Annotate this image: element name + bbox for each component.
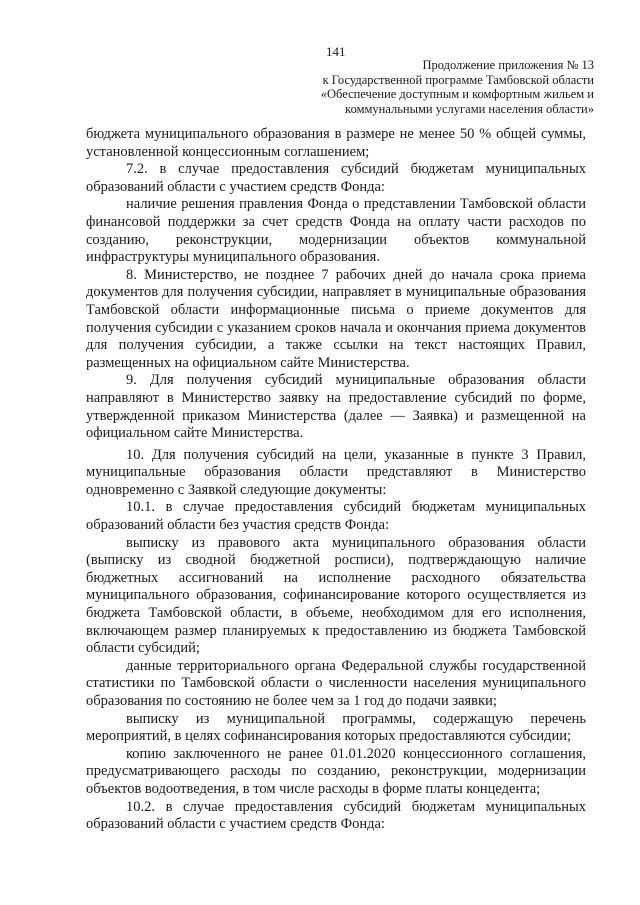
header-line-2: к Государственной программе Тамбовской области: [322, 72, 594, 87]
header-line-4: коммунальными услугами населения области»: [345, 101, 594, 116]
paragraph-fund-decision: наличие решения правления Фонда о представлении Тамбовской области финансовой поддержки за счет средств Фонда на оплату части расходов по созданию, реконструкции, модернизации объектов коммунальной инфраструктуры муниципального образования.: [86, 196, 586, 266]
paragraph-program-extract: выписку из муниципальной программы, содержащую перечень мероприятий, в целях софинансирования которых предоставляются субсидии;: [86, 710, 586, 745]
header-line-3: «Обеспечение доступным и комфортным жильем и: [320, 87, 594, 101]
paragraph-10: 10. Для получения субсидий на цели, указанные в пункте 3 Правил, муниципальные образования области представляют в Министерство одновременно с Заявкой следующие документы:: [86, 446, 586, 498]
paragraph-budget-extract: выписку из правового акта муниципального образования области (выписку из сводной бюджетной росписи), подтверждающую наличие бюджетных ассигнований на исполнение расходного обязательства муниципального образования, софинансирование которого осуществляется из бюджета Тамбовской области, в объеме, необходимом для его исполнения, включающем размер планируемых к предоставлению из бюджета Тамбовской области субсидий;: [86, 534, 586, 657]
paragraph-7-2: 7.2. в случае предоставления субсидий бюджетам муниципальных образований области с участием средств Фонда:: [86, 161, 586, 195]
paragraph-9: 9. Для получения субсидий муниципальные образования области направляют в Министерство заявку на предоставление субсидий по форме, утвержденной приказом Министерства (далее — Заявка) и размещенной на официальном сайте Министерства.: [86, 372, 586, 442]
page-number: 141: [326, 44, 346, 59]
appendix-header: [321, 58, 594, 116]
header-line-1: Продолжение приложения № 13: [422, 58, 594, 72]
paragraph-statistics-data: данные территориального органа Федеральной службы государственной статистики по Тамбовской области о численности населения муниципального образования по состоянию не более чем за 1 год до подачи заявки;: [86, 657, 586, 709]
document-body: [86, 126, 586, 834]
paragraph-10-2: 10.2. в случае предоставления субсидий бюджетам муниципальных образований области с участием средств Фонда:: [86, 798, 586, 833]
paragraph-10-1: 10.1. в случае предоставления субсидий бюджетам муниципальных образований области без участия средств Фонда:: [86, 499, 586, 534]
paragraph-8: 8. Министерство, не позднее 7 рабочих дней до начала срока приема документов для получения субсидии, направляет в муниципальные образования Тамбовской области информационные письма о приеме документов для получения субсидии с указанием сроков начала и окончания приема документов для получения субсидии, а также ссылки на текст настоящих Правил, размещенных на официальном сайте Министерства.: [86, 266, 586, 371]
paragraph-concession-copy: копию заключенного не ранее 01.01.2020 концессионного соглашения, предусматривающего расходы по созданию, реконструкции, модернизации объектов водоотведения, в том числе расходы в форме платы концедента;: [86, 745, 586, 797]
paragraph-continuation: бюджета муниципального образования в размере не менее 50 % общей суммы, установленной концессионным соглашением;: [86, 126, 586, 160]
